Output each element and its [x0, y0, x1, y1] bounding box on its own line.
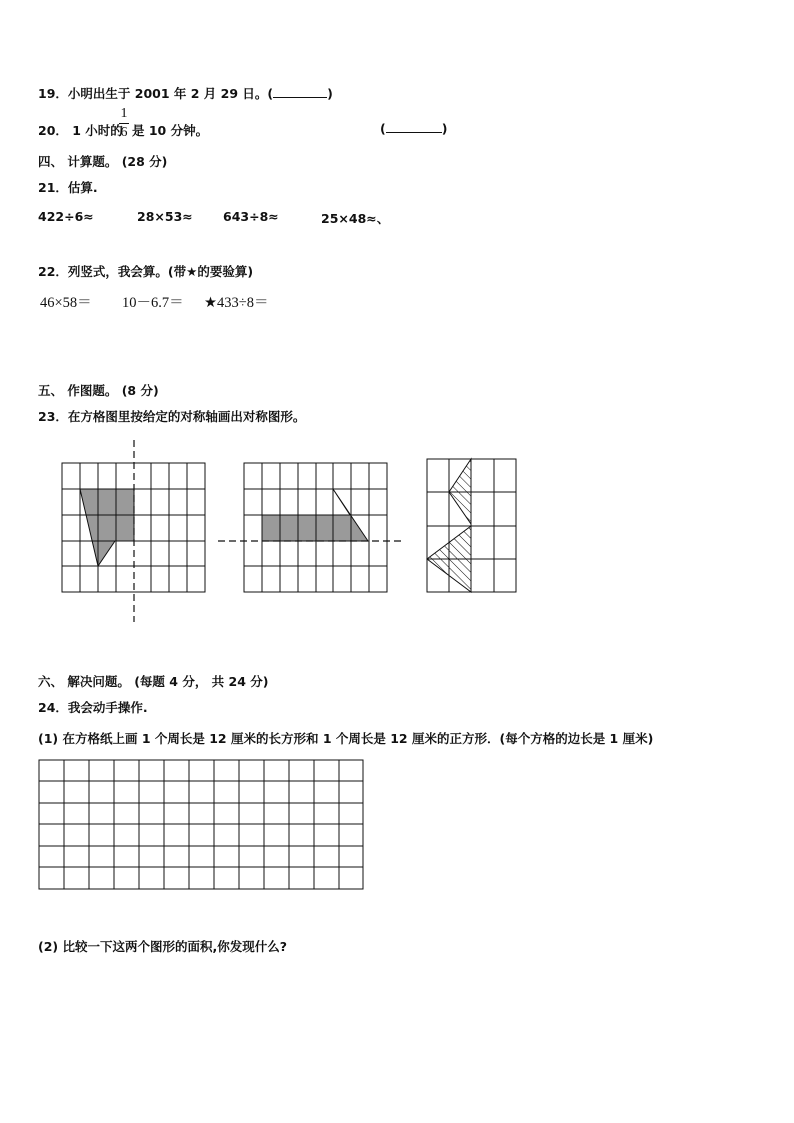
section-4-title: 四、 计算题。 (28 分): [38, 154, 168, 169]
q20-suffix: 是 10 分钟。: [132, 123, 209, 138]
q20-open: (: [380, 121, 386, 136]
q21-item-1: 422÷6≈: [38, 209, 94, 224]
q24-part-1: (1) 在方格纸上画 1 个周长是 12 厘米的长方形和 1 个周长是 12 厘米的正方形．(每个方格的边长是 1 厘米): [38, 731, 654, 746]
q22-item-1: 46×58＝: [40, 295, 92, 311]
q22-item-2: 10－6.7＝: [122, 295, 184, 311]
q23-title: 23．在方格图里按给定的对称轴画出对称图形。: [38, 409, 306, 424]
fraction-denominator: 6: [120, 125, 128, 140]
q22-item-3: ★433÷8＝: [204, 295, 269, 311]
q24-title: 24．我会动手操作.: [38, 700, 148, 715]
q22-title: 22．列竖式，我会算。(带★的要验算): [38, 264, 254, 279]
q21-title: 21．估算.: [38, 180, 98, 195]
q19-text: 19．小明出生于 2001 年 2 月 29 日。(: [38, 86, 274, 101]
q20-close: ): [441, 121, 448, 136]
q21-item-3: 643÷8≈: [223, 209, 279, 224]
fraction-numerator: 1: [120, 106, 128, 121]
q19-close: ): [327, 86, 333, 101]
section-5-title: 五、 作图题。 (8 分): [38, 383, 159, 398]
section-6-title: 六、 解决问题。 (每题 4 分， 共 24 分): [38, 674, 269, 689]
q24-part-2: (2) 比较一下这两个图形的面积,你发现什么?: [38, 939, 287, 954]
q20-prefix: 20． 1 小时的: [38, 123, 123, 138]
q21-item-4: 25×48≈、: [321, 211, 390, 226]
q21-item-2: 28×53≈: [137, 209, 193, 224]
